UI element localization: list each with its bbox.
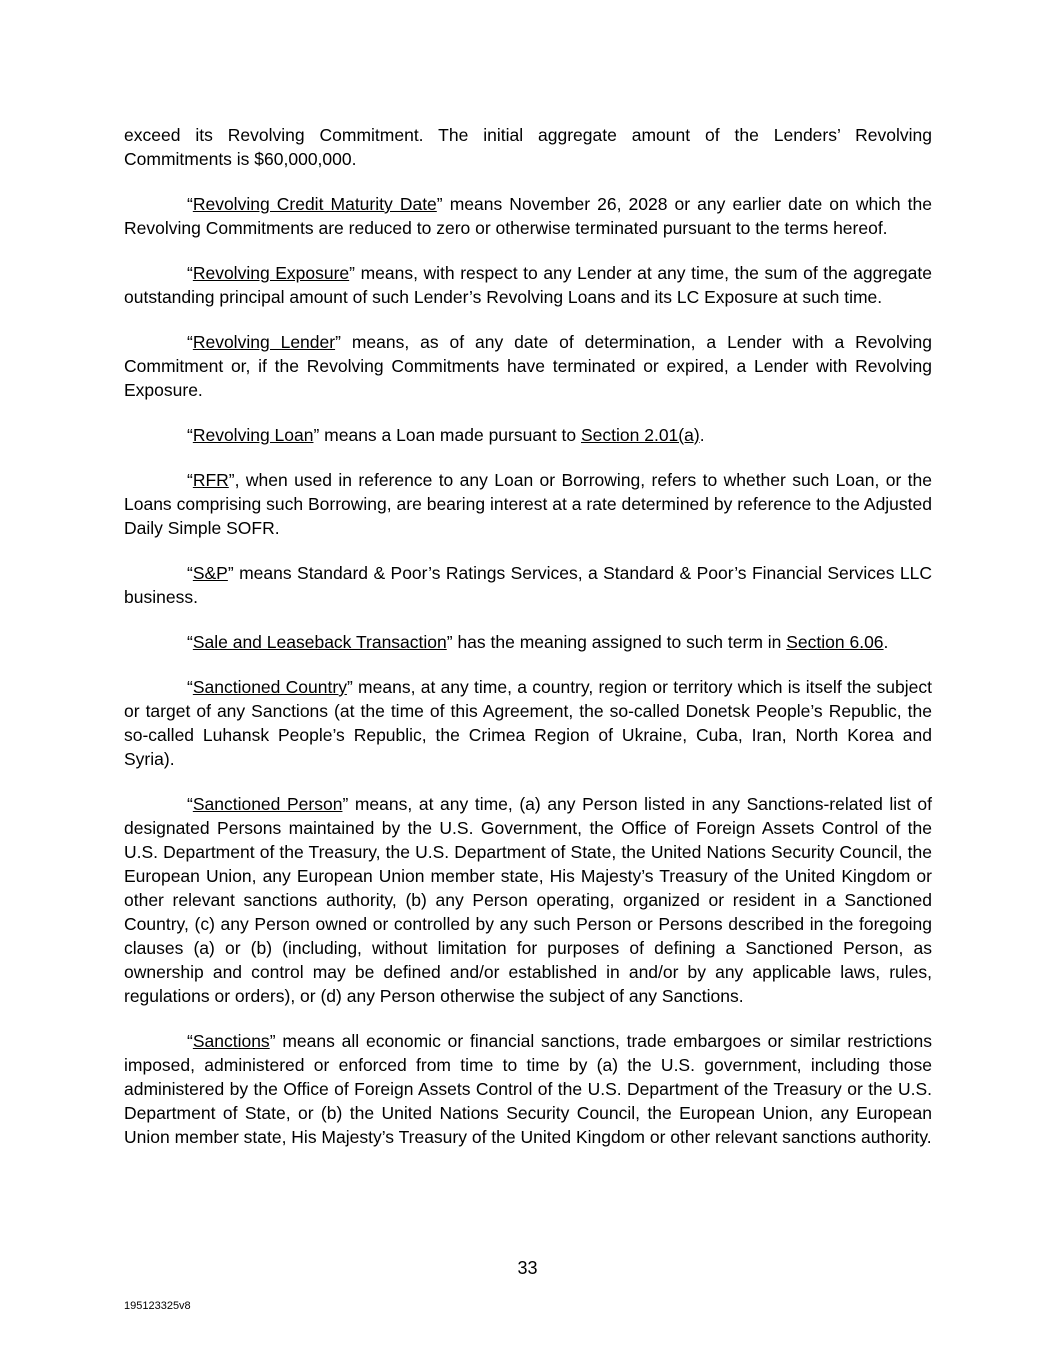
paragraph-text: “ — [187, 263, 193, 283]
definition-paragraph — [124, 261, 932, 309]
paragraph-text: ” means all economic or financial sanctions, trade embargoes or similar restrictions imposed, administered or enforced from time to time by (a) the U.S. government, including those administered by the Office of Foreign Assets Control of the U.S. Department of the Treasury or the U.S. Department of State, or (b) the United Nations Security Council, the European Union, any European Union member state, His Majesty’s Treasury of the United Kingdom or other relevant sanctions authority. — [124, 1031, 932, 1147]
paragraph-text: ” means November 26, 2028 or any earlier date on which the Revolving Commitments are reduced to zero or otherwise terminated pursuant to the terms hereof. — [124, 194, 932, 238]
paragraph-text: “ — [187, 194, 193, 214]
paragraph-text: . — [699, 425, 705, 445]
defined-term: Revolving Credit Maturity Date — [192, 194, 437, 214]
paragraph-text: ” means, at any time, a country, region or territory which is itself the subject or target of any Sanctions (at the time of this Agreement, the so-called Donetsk People’s Republic, the so-called Luhansk People’s Republic, the Crimea Region of Ukraine, Cuba, Iran, North Korea and Syria). — [124, 677, 932, 769]
document-id: 195123325v8 — [124, 1300, 191, 1312]
definition-paragraph — [124, 192, 932, 240]
paragraph-text: ” means, at any time, (a) any Person listed in any Sanctions-related list of designated Persons maintained by the U.S. Government, the Office of Foreign Assets Control of the U.S. Department of the Treasury, the U.S. Department of State, the United Nations Security Council, the European Union, any European Union member state, His Majesty’s Treasury of the United Kingdom or other relevant sanctions authority, (b) any Person operating, organized or resident in a Sanctioned Country, (c) any Person owned or controlled by any such Person or Persons described in the foregoing clauses (a) or (b) (including, without limitation for purposes of defining a Sanctioned Person, as ownership and control may be defined and/or established in and/or by any applicable laws, rules, regulations or orders), or (d) any Person otherwise the subject of any Sanctions. — [124, 794, 932, 1006]
definition-paragraph — [124, 630, 932, 654]
defined-term: Revolving Exposure — [192, 263, 350, 283]
defined-term: Sanctioned Country — [192, 677, 347, 697]
section-reference: Section 6.06 — [786, 632, 884, 652]
definition-paragraph — [124, 330, 932, 402]
paragraph-text: “ — [187, 470, 193, 490]
definition-paragraph — [124, 561, 932, 609]
definition-paragraph — [124, 675, 932, 771]
paragraph-text: ”, when used in reference to any Loan or Borrowing, refers to whether such Loan, or the Loans comprising such Borrowing, are bearing interest at a rate determined by reference to the Adjusted Daily Simple SOFR. — [124, 470, 932, 538]
defined-term: Revolving Lender — [192, 332, 336, 352]
definition-paragraph — [124, 423, 932, 447]
paragraph-text: “ — [187, 425, 193, 445]
paragraph-text: ” means Standard & Poor’s Ratings Services, a Standard & Poor’s Financial Services LLC business. — [124, 563, 932, 607]
definition-paragraph — [124, 1029, 932, 1149]
paragraph-text: “ — [187, 632, 193, 652]
definition-paragraph — [124, 123, 932, 171]
definition-paragraph — [124, 792, 932, 1008]
defined-term: Sanctioned Person — [192, 794, 343, 814]
paragraph-text: “ — [187, 1031, 193, 1051]
section-reference: Section 2.01(a) — [581, 425, 700, 445]
paragraph-text: “ — [187, 794, 193, 814]
defined-term: RFR — [192, 470, 229, 490]
paragraph-text: ” means, with respect to any Lender at any time, the sum of the aggregate outstanding principal amount of such Lender’s Revolving Loans and its LC Exposure at such time. — [124, 263, 932, 307]
defined-term: Revolving Loan — [192, 425, 314, 445]
defined-term: S&P — [192, 563, 228, 583]
paragraph-text: “ — [187, 677, 193, 697]
page-number: 33 — [517, 1258, 538, 1278]
paragraph-text: ” means, as of any date of determination, a Lender with a Revolving Commitment or, if the Revolving Commitments have terminated or expired, a Lender with Revolving Exposure. — [124, 332, 932, 400]
paragraph-text: ” has the meaning assigned to such term in — [446, 632, 787, 652]
paragraph-text: exceed its Revolving Commitment. The initial aggregate amount of the Lenders’ Revolving Commitments is $60,000,000. — [124, 125, 932, 169]
document-body — [124, 123, 932, 1170]
paragraph-text: ” means a Loan made pursuant to — [313, 425, 581, 445]
paragraph-text: “ — [187, 563, 193, 583]
paragraph-text: “ — [187, 332, 193, 352]
defined-term: Sanctions — [192, 1031, 270, 1051]
definition-paragraph — [124, 468, 932, 540]
paragraph-text: . — [883, 632, 889, 652]
defined-term: Sale and Leaseback Transaction — [192, 632, 447, 652]
